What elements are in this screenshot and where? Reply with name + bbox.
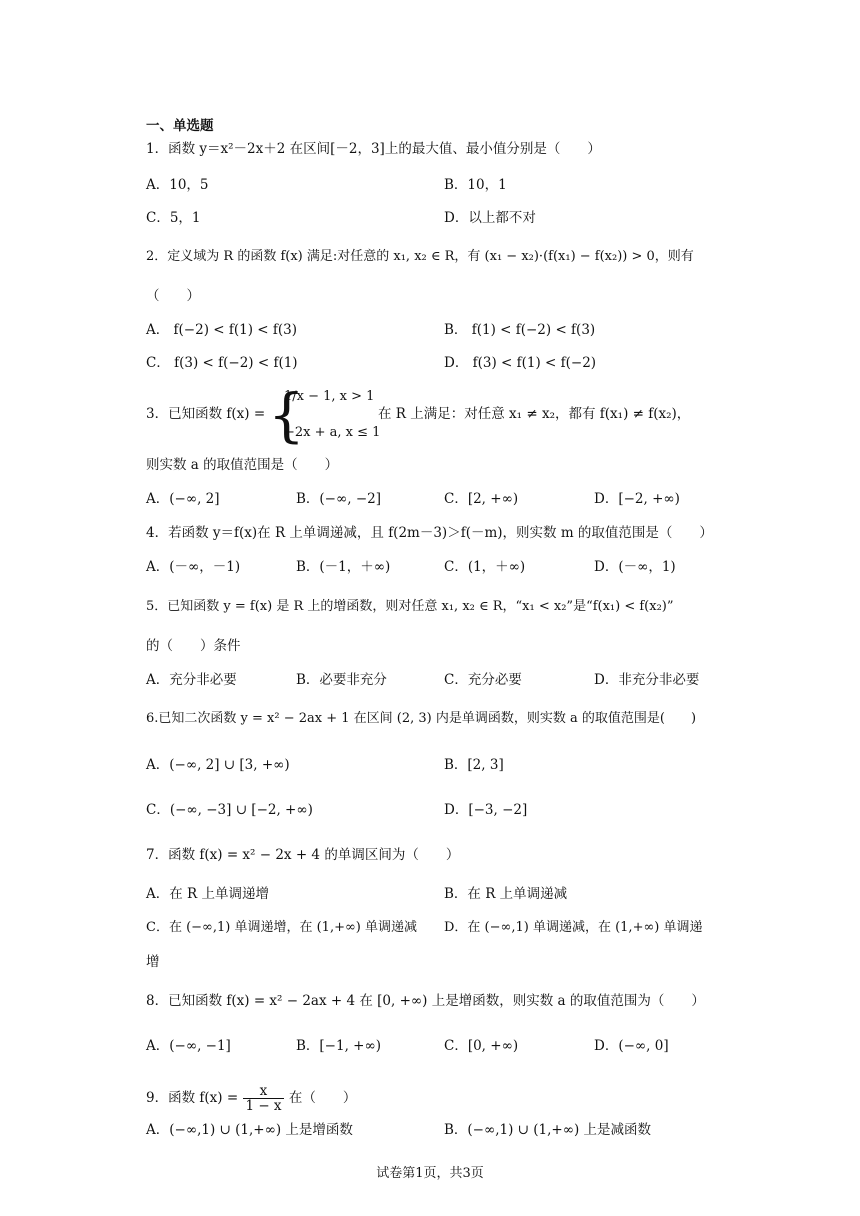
q4-option-c: C．(1，＋∞): [444, 559, 526, 575]
question-5-stem-cont: 的（ ）条件: [146, 638, 241, 654]
piecewise-case-1: 1/x − 1, x > 1: [284, 389, 375, 404]
q8-option-a: A．(−∞, −1]: [146, 1038, 231, 1054]
q2-option-b: B． f(1) < f(−2) < f(3): [444, 322, 596, 338]
q1-option-a: A．10，5: [146, 177, 209, 193]
q1-option-c: C．5，1: [146, 210, 201, 226]
question-9-stem: [146, 1080, 356, 1116]
q6-option-a: A．(−∞, 2] ∪ [3, +∞): [146, 757, 290, 773]
brace-symbol: {: [268, 381, 305, 449]
question-1-stem: 1．函数 y＝x²－2x＋2 在区间[－2，3]上的最大值、最小值分别是（ ）: [146, 141, 601, 157]
section-title: 一、单选题: [146, 118, 214, 134]
q8-option-c: C．[0, +∞): [444, 1038, 519, 1054]
question-4-stem: 4．若函数 y＝f(x)在 R 上单调递减，且 f(2m－3)＞f(－m)，则实数 m 的取值范围是（ ）: [146, 525, 713, 541]
q7-option-d: D．在 (−∞,1) 单调递减，在 (1,+∞) 单调递: [444, 920, 703, 935]
question-7-stem: 7．函数 f(x) = x² − 2x + 4 的单调区间为（ ）: [146, 847, 460, 863]
q8-option-d: D．(−∞, 0]: [594, 1038, 669, 1054]
q2-option-c: C． f(3) < f(−2) < f(1): [146, 355, 298, 371]
question-2-stem-cont: （ ）: [146, 288, 200, 304]
q4-option-d: D．(－∞，1): [594, 559, 676, 575]
q3-option-d: D．[−2, +∞): [594, 491, 680, 507]
page-footer: 试卷第1页，共3页: [376, 1166, 484, 1181]
q4-option-a: A．(－∞，－1): [146, 559, 241, 575]
q7-option-a: A．在 R 上单调递增: [146, 886, 269, 902]
q3-option-b: B．(−∞, −2]: [296, 491, 381, 507]
q2-option-a: A． f(−2) < f(1) < f(3): [146, 322, 297, 338]
fraction-numerator: x: [243, 1084, 283, 1099]
question-3-stem-cont: 则实数 a 的取值范围是（ ）: [146, 457, 339, 473]
q5-option-c: C．充分必要: [444, 672, 522, 688]
q3-option-a: A．(−∞, 2]: [146, 491, 220, 507]
piecewise-case-2: −2x + a, x ≤ 1: [284, 425, 381, 440]
q2-option-d: D． f(3) < f(1) < f(−2): [444, 355, 597, 371]
q9-option-a: A．(−∞,1) ∪ (1,+∞) 上是增函数: [146, 1122, 353, 1138]
question-2-stem: 2．定义域为 R 的函数 f(x) 满足:对任意的 x₁, x₂ ∈ R，有 (x₁ − x₂)·(f(x₁) − f(x₂)) > 0，则有: [146, 249, 694, 264]
fraction-denominator: 1 − x: [245, 1098, 282, 1114]
question-9-prefix: 9．函数 f(x) =: [146, 1090, 239, 1106]
q4-option-b: B．(－1，＋∞): [296, 559, 391, 575]
q5-option-b: B．必要非充分: [296, 672, 387, 688]
q1-option-d: D．以上都不对: [444, 210, 536, 226]
q3-option-c: C．[2, +∞): [444, 491, 519, 507]
q5-option-a: A．充分非必要: [146, 672, 237, 688]
question-3-suffix: 在 R 上满足：对任意 x₁ ≠ x₂，都有 f(x₁) ≠ f(x₂)，: [378, 406, 691, 422]
question-8-stem: 8．已知函数 f(x) = x² − 2ax + 4 在 [0, +∞) 上是增函数，则实数 a 的取值范围为（ ）: [146, 993, 705, 1009]
q7-option-c: C．在 (−∞,1) 单调递增，在 (1,+∞) 单调递减: [146, 920, 418, 935]
question-6-stem: 6.已知二次函数 y = x² − 2ax + 1 在区间 (2, 3) 内是单调函数，则实数 a 的取值范围是( ): [146, 711, 697, 726]
q8-option-b: B．[−1, +∞): [296, 1038, 381, 1054]
q5-option-d: D．非充分非必要: [594, 672, 700, 688]
q7-option-d-cont: 增: [146, 954, 160, 970]
q9-option-b: B．(−∞,1) ∪ (1,+∞) 上是减函数: [444, 1122, 652, 1138]
fraction: [243, 1084, 283, 1113]
q6-option-d: D．[−3, −2]: [444, 802, 528, 818]
question-3-prefix: 3．已知函数 f(x) =: [146, 406, 266, 422]
q6-option-b: B．[2, 3]: [444, 757, 504, 773]
q6-option-c: C．(−∞, −3] ∪ [−2, +∞): [146, 802, 313, 818]
question-9-suffix: 在（ ）: [288, 1090, 357, 1106]
q1-option-b: B．10，1: [444, 177, 507, 193]
q7-option-b: B．在 R 上单调递减: [444, 886, 568, 902]
question-5-stem: 5．已知函数 y = f(x) 是 R 上的增函数，则对任意 x₁, x₂ ∈ R，“x₁ < x₂”是“f(x₁) < f(x₂)”: [146, 599, 674, 614]
